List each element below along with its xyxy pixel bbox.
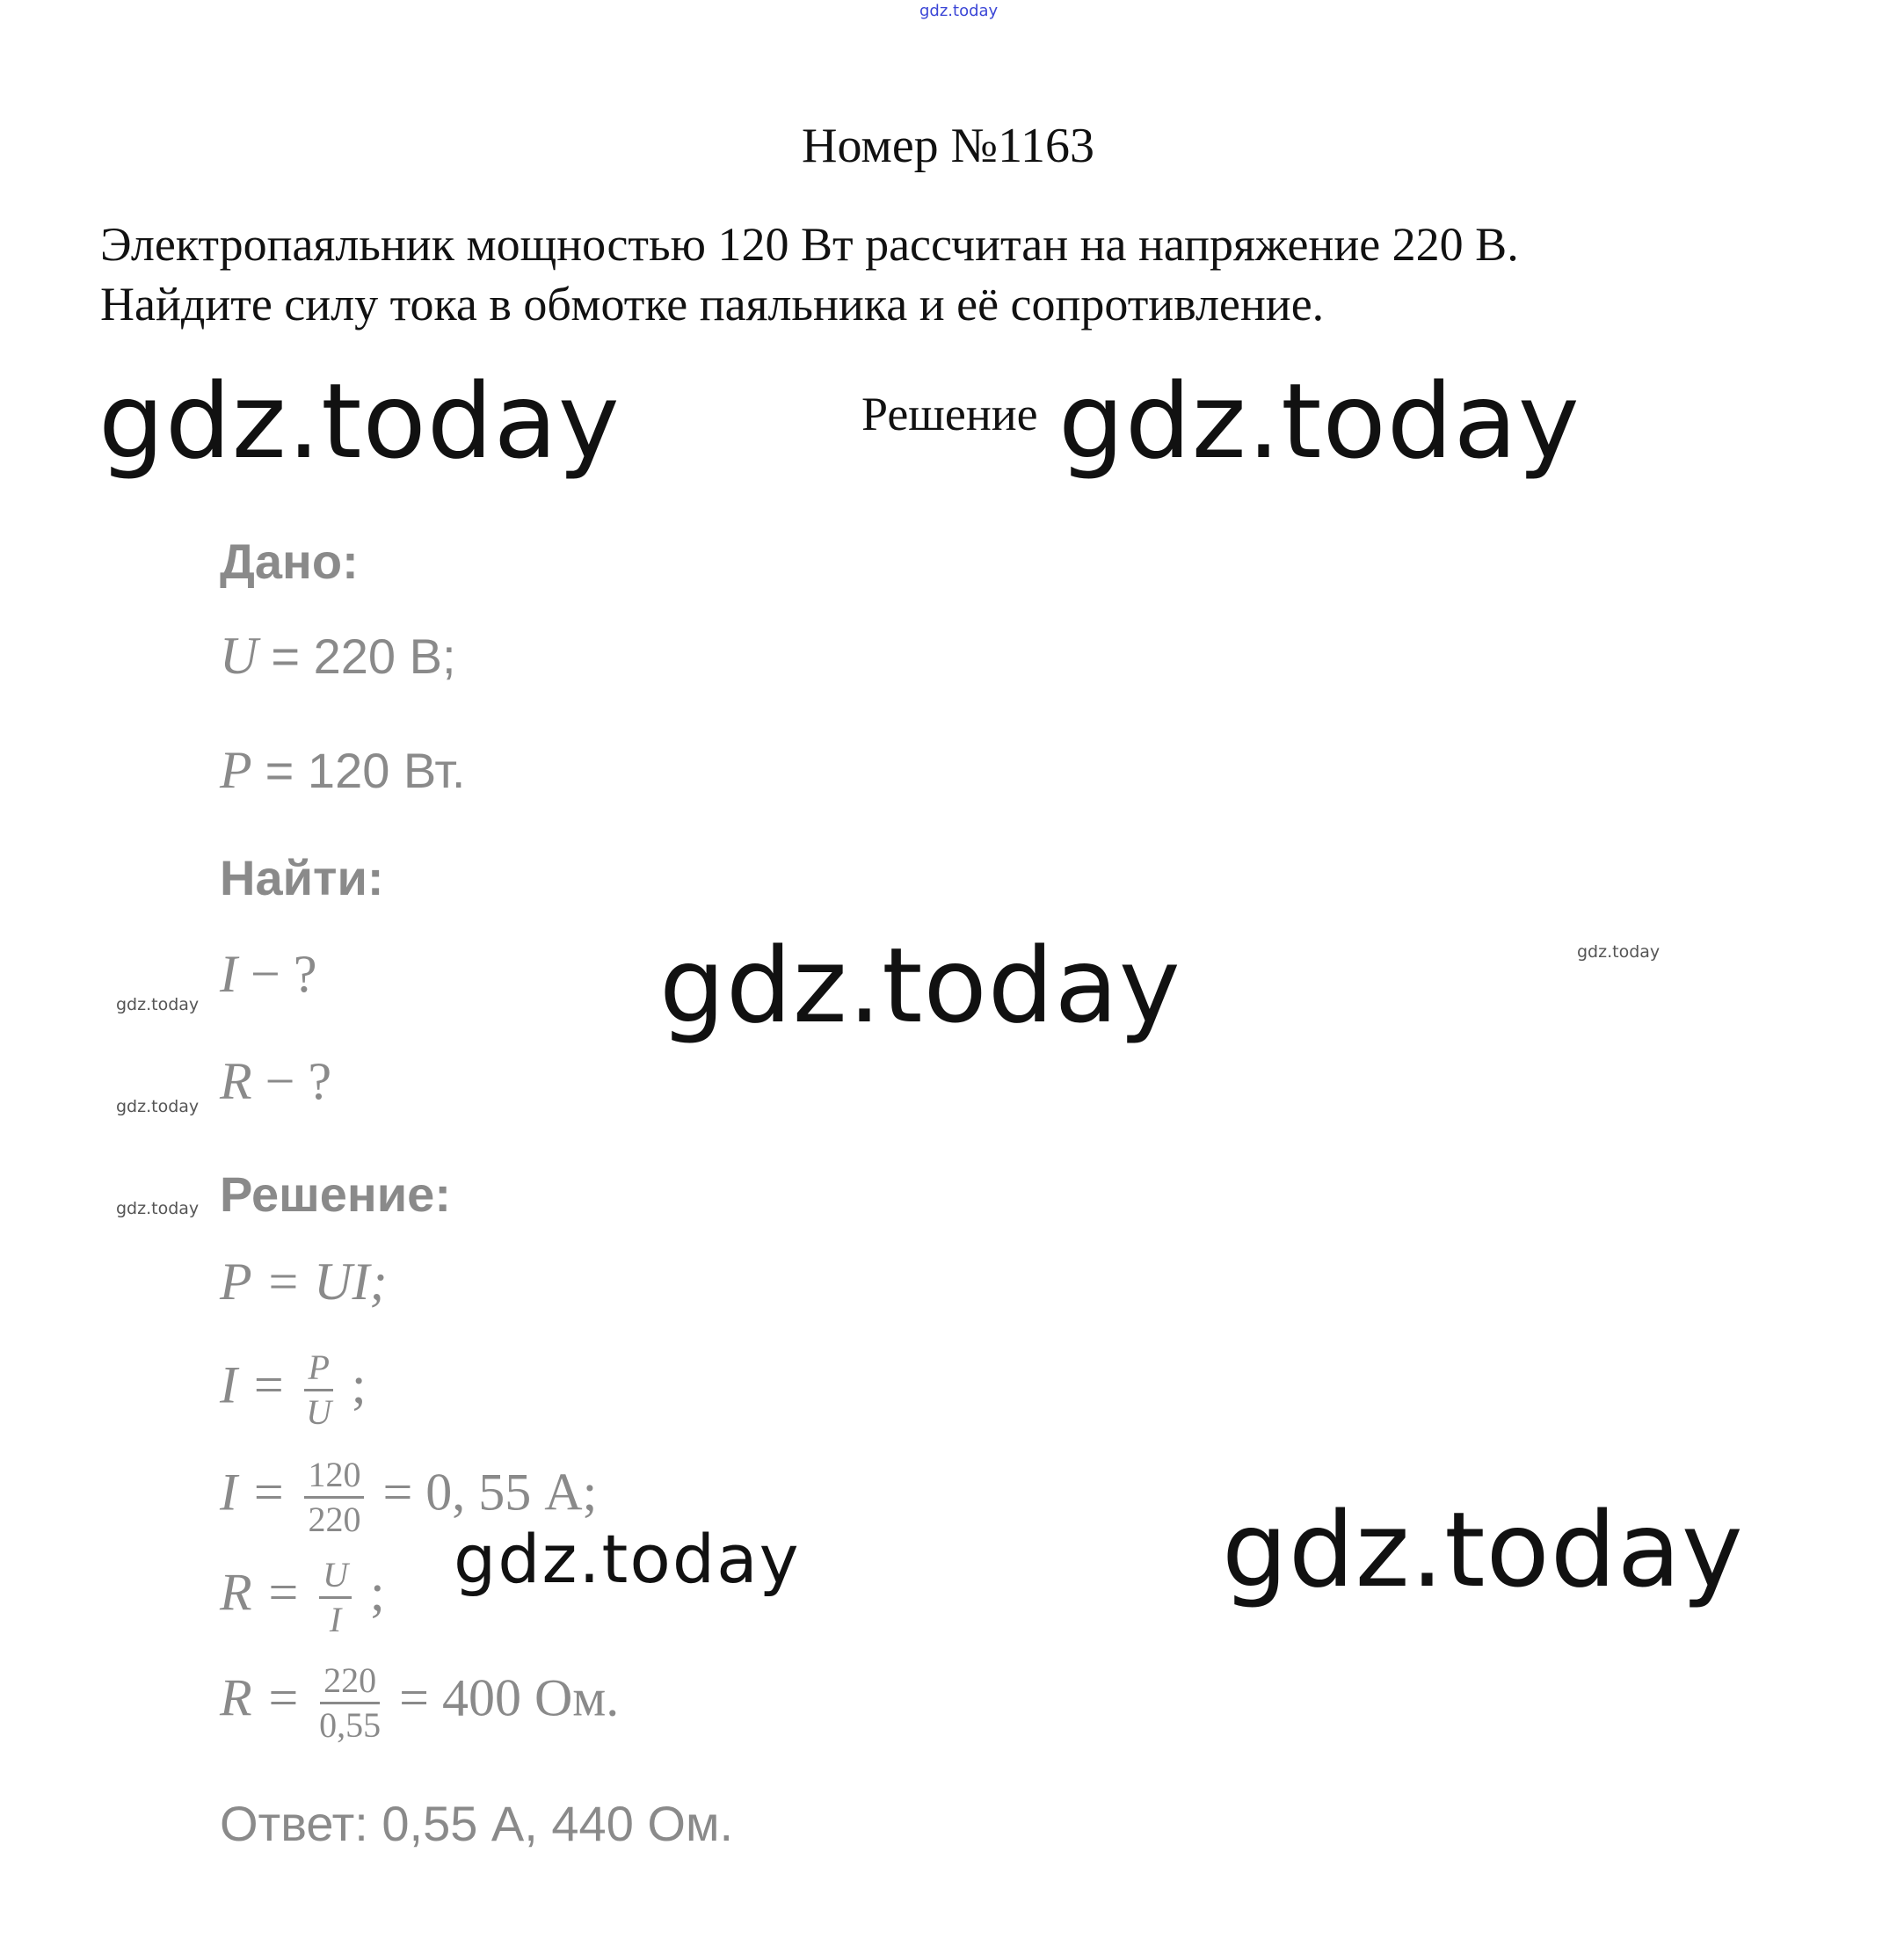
current-symbol: I	[220, 945, 237, 1003]
watermark-small: gdz.today	[116, 1199, 200, 1218]
problem-line-2: Найдите силу тока в обмотке паяльника и её сопротивление.	[100, 278, 1325, 331]
eq5-lhs: R =	[220, 1668, 302, 1727]
watermark-large: gdz.today	[1222, 1489, 1744, 1610]
given-voltage	[220, 626, 456, 686]
given-label	[220, 531, 359, 592]
eq4-lhs: R =	[220, 1563, 302, 1622]
resistance-unknown: − ?	[265, 1052, 332, 1110]
eq4-numerator: U	[319, 1556, 352, 1599]
given-heading: Дано:	[220, 534, 359, 589]
eq2-lhs: I =	[220, 1355, 287, 1414]
watermark-small: gdz.today	[116, 995, 200, 1014]
problem-text	[100, 214, 1519, 334]
equation-resistance-formula	[220, 1556, 385, 1639]
eq2-fraction	[304, 1348, 332, 1432]
watermark-large: gdz.today	[98, 360, 621, 482]
power-symbol: P	[220, 741, 252, 799]
power-value: = 120 Вт.	[265, 743, 466, 798]
voltage-value: = 220 В;	[271, 628, 456, 684]
eq3-denominator: 220	[308, 1500, 361, 1539]
watermark-small: gdz.today	[1577, 942, 1661, 962]
equation-resistance-value	[220, 1661, 619, 1745]
voltage-symbol: U	[220, 627, 258, 685]
watermark-large: gdz.today	[1058, 360, 1581, 482]
eq3-fraction	[304, 1456, 364, 1539]
eq3-lhs: I =	[220, 1463, 287, 1522]
page-title: Номер №1163	[802, 119, 1095, 173]
find-heading: Найти:	[220, 850, 384, 905]
eq2-tail: ;	[351, 1355, 367, 1414]
equation-power	[220, 1252, 387, 1312]
resistance-symbol: R	[220, 1052, 252, 1110]
answer-text: Ответ: 0,55 А, 440 Ом.	[220, 1796, 734, 1851]
eq5-tail: = 400 Ом.	[399, 1668, 620, 1727]
problem-line-1: Электропаяльник мощностью 120 Вт рассчитан на напряжение 220 В.	[100, 218, 1519, 271]
equation-current-formula	[220, 1348, 367, 1432]
eq3-tail: = 0, 55 А;	[382, 1463, 598, 1522]
given-power	[220, 740, 465, 801]
eq1-symbol: P	[220, 1253, 252, 1311]
find-resistance	[220, 1051, 331, 1112]
eq4-tail: ;	[370, 1563, 385, 1622]
watermark-small: gdz.today	[116, 1097, 200, 1116]
eq1-rest: = UI;	[265, 1253, 388, 1311]
eq5-denominator: 0,55	[319, 1705, 382, 1745]
find-current	[220, 944, 316, 1005]
solution-heading: Решение	[861, 388, 1038, 440]
current-unknown: − ?	[250, 945, 317, 1003]
eq2-numerator: P	[304, 1348, 332, 1391]
eq4-fraction	[319, 1556, 352, 1639]
eq5-fraction	[319, 1661, 381, 1745]
solution-label	[220, 1164, 451, 1224]
watermark-medium: gdz.today	[454, 1520, 801, 1598]
eq3-numerator: 120	[304, 1456, 364, 1499]
find-label	[220, 847, 384, 908]
watermark-large: gdz.today	[659, 925, 1181, 1046]
solution-subheading: Решение:	[220, 1166, 451, 1222]
eq2-denominator: U	[306, 1392, 332, 1432]
top-watermark: gdz.today	[919, 2, 999, 20]
eq4-denominator: I	[329, 1600, 342, 1639]
eq5-numerator: 220	[320, 1661, 380, 1704]
